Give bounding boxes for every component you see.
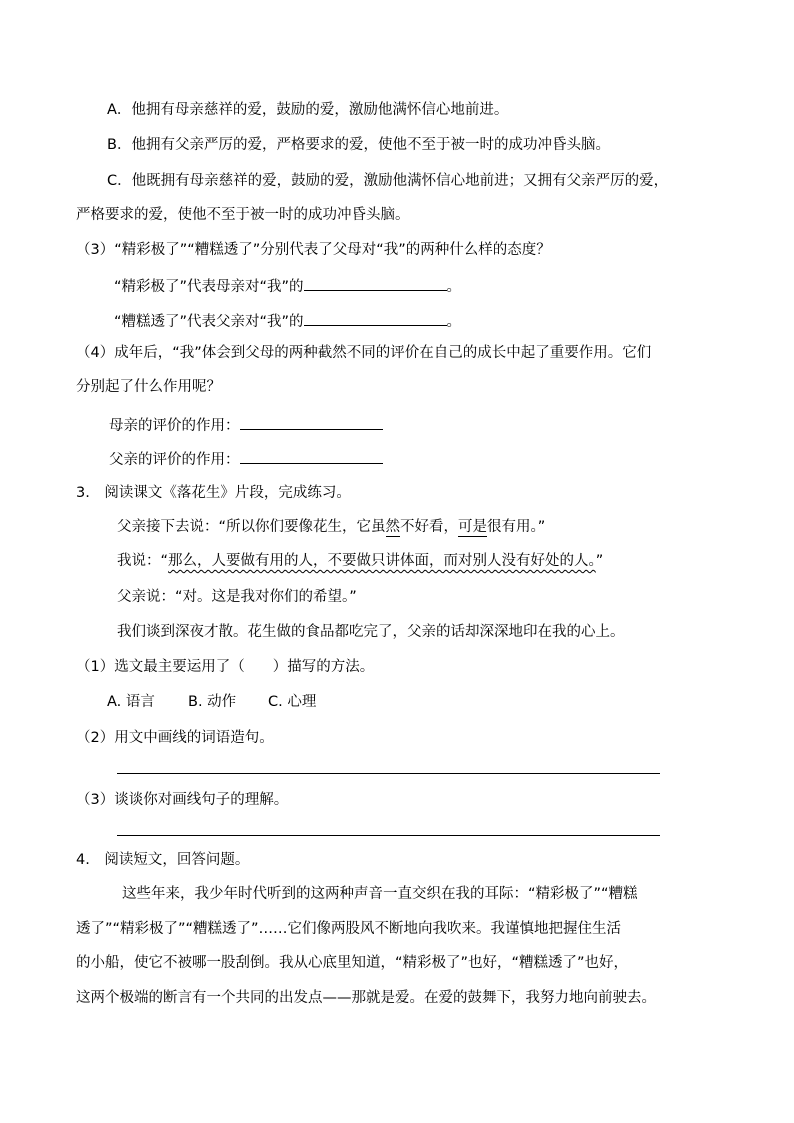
mother-attitude-blank[interactable]: [304, 274, 447, 291]
period: 。: [446, 279, 462, 295]
text-line-1: 这些年来，我少年时代听到的这两种声音一直交织在我的耳际：“精彩极了”“糟糕: [122, 886, 638, 902]
choice-b[interactable]: B. 动作: [188, 694, 237, 710]
passage-line-2: [117, 551, 603, 571]
passage-line-4: 我们谈到深夜才散。花生做的食品都吃完了，父亲的话却深深地印在我的心上。: [117, 624, 625, 640]
question-text: ）描写的方法。: [272, 659, 375, 675]
passage-line-1: [117, 517, 545, 537]
answer-line-3[interactable]: [117, 835, 660, 836]
underlined-word: 然: [385, 519, 401, 535]
option-c-line1[interactable]: C．他既拥有母亲慈祥的爱，鼓励的爱，激励他满怀信心地前进；又拥有父亲严厉的爱，: [107, 173, 669, 189]
passage-text: 我说：“: [117, 553, 169, 569]
sub-question-2: （2）用文中画线的词语造句。: [76, 730, 274, 746]
mother-effect-line: [109, 413, 383, 436]
question-3: （3）“精彩极了”“糟糕透了”分别代表了父母对“我”的两种什么样的态度？: [76, 242, 551, 258]
section-4-heading: 4. 阅读短文，回答问题。: [76, 852, 250, 868]
option-c-line2: 严格要求的爱，使他不至于被一时的成功冲昏头脑。: [76, 207, 410, 223]
sub-question-1: [76, 657, 374, 677]
father-attitude-label: “糟糕透了”代表父亲对“我”的: [114, 314, 304, 330]
question-text: （1）选文最主要运用了（: [76, 659, 245, 675]
period: 。: [446, 314, 462, 330]
choice-c[interactable]: C. 心理: [268, 694, 317, 710]
text-line-4: 这两个极端的断言有一个共同的出发点——那就是爱。在爱的鼓舞下，我努力地向前驶去。: [76, 990, 656, 1006]
answer-line-2[interactable]: [117, 773, 660, 774]
wavy-underlined-sentence: 那么，人要做有用的人，不要做只讲体面，而对别人没有好处的人。: [168, 553, 596, 569]
underlined-word: 可是: [458, 519, 488, 535]
option-b[interactable]: B．他拥有父亲严厉的爱，严格要求的爱，使他不至于被一时的成功冲昏头脑。: [107, 137, 610, 153]
choice-a[interactable]: A. 语言: [107, 694, 155, 710]
passage-text: 虽: [371, 519, 386, 535]
father-attitude-line: [114, 309, 461, 332]
text-line-3: 的小船，使它不被哪一股刮倒。我从心底里知道，“精彩极了”也好，“糟糕透了”也好，: [76, 955, 629, 971]
passage-text: 不好看，: [400, 519, 459, 535]
option-a[interactable]: A．他拥有母亲慈祥的爱，鼓励的爱，激励他满怀信心地前进。: [107, 102, 509, 118]
mother-effect-blank[interactable]: [240, 413, 383, 430]
sub-question-3: （3）谈谈你对画线句子的理解。: [76, 792, 289, 808]
father-effect-blank[interactable]: [240, 447, 383, 464]
mother-effect-label: 母亲的评价的作用：: [109, 418, 240, 434]
father-attitude-blank[interactable]: [304, 309, 447, 326]
passage-line-3: 父亲说：“对。这是我对你们的希望。”: [117, 589, 357, 605]
father-effect-label: 父亲的评价的作用：: [109, 452, 240, 468]
passage-text: ”: [595, 553, 604, 569]
passage-text: 父亲接下去说：“所以你们要像花生，它: [117, 519, 372, 535]
passage-text: 很有用。”: [487, 519, 546, 535]
father-effect-line: [109, 447, 383, 470]
mother-attitude-label: “精彩极了”代表母亲对“我”的: [114, 279, 304, 295]
question-4-line1: （4）成年后，“我”体会到父母的两种截然不同的评价在自己的成长中起了重要作用。它们: [76, 345, 652, 361]
text-line-2: 透了”“精彩极了”“糟糕透了”……它们像两股风不断地向我吹来。我谨慎地把握住生活: [76, 921, 622, 937]
section-3-heading: 3. 阅读课文《落花生》片段，完成练习。: [76, 485, 351, 501]
question-4-line2: 分别起了什么作用呢？: [76, 379, 221, 395]
mother-attitude-line: [114, 274, 461, 297]
